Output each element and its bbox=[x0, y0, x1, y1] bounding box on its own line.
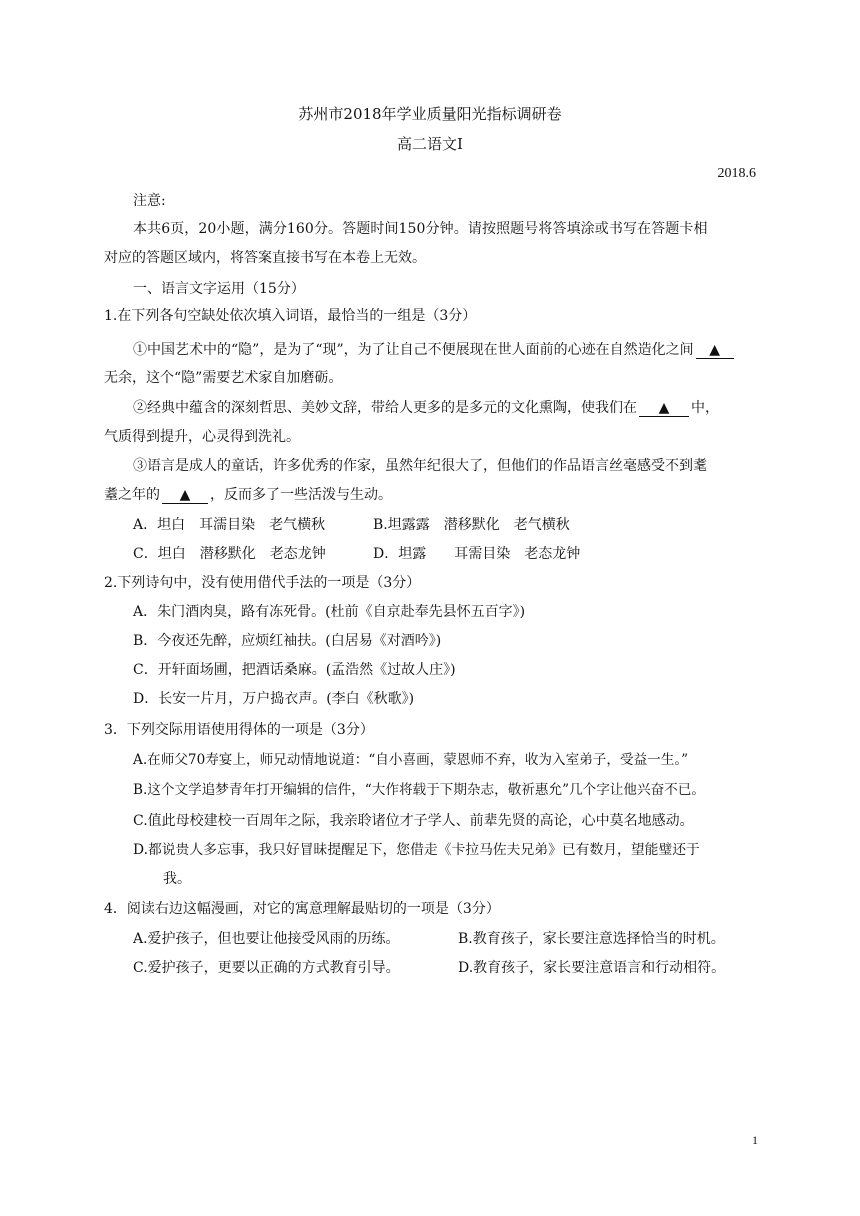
exam-date: 2018.6 bbox=[717, 166, 756, 181]
q1-option-d: D．坦露 耳需目染 老态龙钟 bbox=[373, 546, 581, 562]
q1-option-a: A．坦白 耳濡目染 老气横秋 bbox=[133, 517, 326, 533]
question-1-sentence-1-cont: 无余，这个“隐”需要艺术家自加磨砺。 bbox=[104, 370, 343, 386]
q2-option-b: B．今夜还先醉，应烦红袖扶。(白居易《对酒吟》) bbox=[133, 633, 442, 649]
q2-option-d: D．长安一片月，万户捣衣声。(李白《秋歌》) bbox=[133, 691, 415, 707]
exam-subtitle: 高二语文Ⅰ bbox=[397, 135, 463, 153]
q4-option-d: D.教育孩子，家长要注意语言和行动相符。 bbox=[458, 960, 726, 976]
notice-text-line1: 本共6页，20小题，满分160分。答题时间150分钟。请按照题号将答填涂或书写在答题卡相 bbox=[133, 221, 708, 237]
q4-option-b: B.教育孩子，家长要注意选择恰当的时机。 bbox=[458, 931, 725, 947]
question-2-stem: 2.下列诗句中，没有使用借代手法的一项是（3分） bbox=[104, 575, 421, 591]
q4-option-c: C.爱护孩子，更要以正确的方式教育引导。 bbox=[133, 960, 400, 976]
q1-s2-tail: 中， bbox=[691, 400, 719, 416]
triangle-mark: ▲ bbox=[658, 400, 670, 416]
page-number: 1 bbox=[752, 1133, 758, 1147]
triangle-mark: ▲ bbox=[179, 487, 191, 503]
q3-option-c: C.值此母校建校一百周年之际，我亲聆诸位才子学人、前辈先贤的高论，心中莫名地感动。 bbox=[133, 813, 694, 829]
q1-s1-text: ①中国艺术中的“隐”，是为了“现”，为了让自己不便展现在世人面前的心迹在自然造化之间 bbox=[133, 342, 694, 358]
notice-label: 注意: bbox=[133, 193, 166, 209]
question-1-sentence-2-cont: 气质得到提升，心灵得到洗礼。 bbox=[104, 429, 300, 445]
q3-option-b: B.这个文学追梦青年打开编辑的信件，“大作将载于下期杂志，敬祈惠允”几个字让他兴奋不已。 bbox=[133, 782, 705, 798]
q1-s3-tail: ，反而多了一些活泼与生动。 bbox=[210, 487, 392, 503]
q3-option-d-cont: 我。 bbox=[163, 871, 191, 887]
question-1-stem: 1.在下列各句空缺处依次填入词语，最恰当的一组是（3分） bbox=[104, 308, 477, 324]
answer-blank bbox=[162, 487, 208, 504]
q1-s3-text: 耋之年的 bbox=[104, 487, 160, 503]
question-1-sentence-2 bbox=[133, 398, 719, 418]
question-1-sentence-1 bbox=[133, 340, 736, 360]
q2-s2-text: ②经典中蕴含的深刻哲思、美妙文辞，带给人更多的是多元的文化熏陶，使我们在 bbox=[133, 400, 637, 416]
q3-option-a: A.在师父70寿宴上，师兄动情地说道：“自小喜画，蒙恩师不弃，收为入室弟子，受益一生。” bbox=[133, 752, 689, 768]
q2-option-a: A．朱门酒肉臭，路有冻死骨。(杜前《自京赴奉先县怀五百字》) bbox=[133, 604, 526, 620]
q4-option-a: A.爱护孩子，但也要让他接受风雨的历练。 bbox=[133, 931, 400, 947]
question-4-stem: 4．阅读右边这幅漫画，对它的寓意理解最贴切的一项是（3分） bbox=[104, 901, 500, 917]
answer-blank bbox=[639, 400, 689, 417]
notice-text-line2: 对应的答题区域内，将答案直接书写在本卷上无效。 bbox=[104, 250, 426, 266]
answer-blank bbox=[696, 342, 734, 359]
question-1-sentence-3: ③语言是成人的童话，许多优秀的作家，虽然年纪很大了，但他们的作品语言丝毫感受不到耄 bbox=[133, 458, 707, 474]
section-heading: 一、语言文字运用（15分） bbox=[133, 281, 305, 297]
question-3-stem: 3．下列交际用语使用得体的一项是（3分） bbox=[104, 722, 374, 738]
q2-option-c: C．开轩面场圃，把酒话桑麻。(孟浩然《过故人庄》) bbox=[133, 662, 456, 678]
question-1-sentence-3-cont bbox=[104, 485, 392, 505]
q1-option-b: B.坦露露 潜移默化 老气横秋 bbox=[373, 517, 570, 533]
exam-title: 苏州市2018年学业质量阳光指标调研卷 bbox=[298, 105, 562, 123]
triangle-mark: ▲ bbox=[709, 342, 721, 358]
q3-option-d: D.都说贵人多忘事，我只好冒昧提醒足下，您借走《卡拉马佐夫兄弟》已有数月，望能璧还于 bbox=[133, 842, 700, 858]
q1-option-c: C．坦白 潜移默化 老态龙钟 bbox=[133, 546, 326, 562]
